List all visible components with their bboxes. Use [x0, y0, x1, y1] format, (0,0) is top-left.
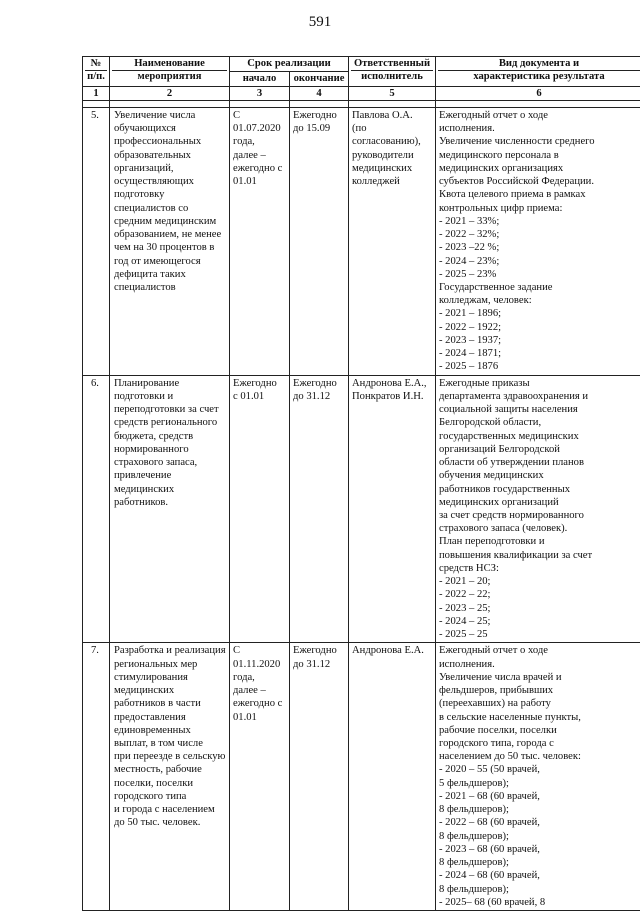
- end-date-line: до 31.12: [293, 658, 345, 671]
- measure-name-line: стимулирования: [114, 671, 226, 684]
- header-name-line2: мероприятия: [138, 71, 202, 82]
- result-description-line: медицинских организаций: [439, 496, 639, 509]
- result-description-line: Ежегодный отчет о ходе: [439, 644, 639, 657]
- start-date-line: ежегодно с: [233, 162, 286, 175]
- result-description-line: - 2023 – 68 (60 врачей,: [439, 843, 639, 856]
- start-date-line: далее –: [233, 149, 286, 162]
- measure-name-line: Планирование: [114, 377, 226, 390]
- result-description-line: - 2021 – 20;: [439, 575, 639, 588]
- result-description-line: - 2023 – 25;: [439, 602, 639, 615]
- header-result-line1: Вид документа и: [438, 58, 640, 71]
- measure-name-line: обучающихся: [114, 122, 226, 135]
- responsible-person-line: Андронова Е.А.: [352, 644, 432, 657]
- responsible-person-line: колледжей: [352, 175, 432, 188]
- start-date-line: года,: [233, 135, 286, 148]
- measure-name-line: нормированного: [114, 443, 226, 456]
- result-description-line: городского типа, города с: [439, 737, 639, 750]
- header-result: [436, 57, 640, 87]
- measure-name-line: образовательных: [114, 149, 226, 162]
- result-description-line: социальной защиты населения: [439, 403, 639, 416]
- measure-name: [110, 643, 230, 911]
- measure-name-line: подготовки и: [114, 390, 226, 403]
- responsible-person-line: Понкратов И.Н.: [352, 390, 432, 403]
- measure-name-line: страхового запаса,: [114, 456, 226, 469]
- result-description-line: - 2022 – 68 (60 врачей,: [439, 816, 639, 829]
- header-num-line1: №: [85, 58, 107, 71]
- measure-name-line: подготовку: [114, 188, 226, 201]
- measure-name-line: единовременных: [114, 724, 226, 737]
- measure-name-line: Увеличение числа: [114, 109, 226, 122]
- result-description-line: исполнения.: [439, 122, 639, 135]
- result-description-line: за счет средств нормированного: [439, 509, 639, 522]
- result-description-line: организаций Белгородской: [439, 443, 639, 456]
- result-description-line: - 2025 – 23%: [439, 268, 639, 281]
- result-description-line: - 2025 – 1876: [439, 360, 639, 373]
- measure-name-line: работников в части: [114, 697, 226, 710]
- measure-name-line: дефицита таких: [114, 268, 226, 281]
- start-date-line: года,: [233, 671, 286, 684]
- header-end: окончание: [290, 71, 349, 86]
- start-date-line: далее –: [233, 684, 286, 697]
- measure-name-line: предоставления: [114, 711, 226, 724]
- measure-name-line: городского типа: [114, 790, 226, 803]
- responsible-person-line: согласованию),: [352, 135, 432, 148]
- measure-name-line: медицинских: [114, 483, 226, 496]
- measure-name-line: поселки, поселки: [114, 777, 226, 790]
- responsible-person: [349, 107, 436, 375]
- result-description-line: департамента здравоохранения и: [439, 390, 639, 403]
- responsible-person-line: медицинских: [352, 162, 432, 175]
- result-description: [436, 643, 640, 911]
- measure-name-line: выплат, в том числе: [114, 737, 226, 750]
- result-description-line: обучения медицинских: [439, 469, 639, 482]
- result-description-line: - 2024 – 25;: [439, 615, 639, 628]
- result-description-line: План переподготовки и: [439, 535, 639, 548]
- measure-name-line: до 50 тыс. человек.: [114, 816, 226, 829]
- result-description-line: Государственное задание: [439, 281, 639, 294]
- measure-name-line: специалистов: [114, 281, 226, 294]
- end-date: [290, 375, 349, 643]
- header-responsible-line1: Ответственный: [351, 58, 433, 71]
- start-date: [230, 643, 290, 911]
- measure-name-line: переподготовки за счет: [114, 403, 226, 416]
- page-number: 591: [0, 14, 640, 31]
- measure-name-line: средств регионального: [114, 416, 226, 429]
- start-date: [230, 375, 290, 643]
- start-date-line: 01.07.2020: [233, 122, 286, 135]
- column-number: 1: [83, 86, 110, 100]
- column-number: 4: [290, 86, 349, 100]
- responsible-person: [349, 375, 436, 643]
- result-description-line: работников государственных: [439, 483, 639, 496]
- measure-name-line: Разработка и реализация: [114, 644, 226, 657]
- result-description-line: (переехавших) на работу: [439, 697, 639, 710]
- result-description-line: области об утверждении планов: [439, 456, 639, 469]
- result-description-line: субъектов Российской Федерации.: [439, 175, 639, 188]
- result-description-line: - 2025 – 25: [439, 628, 639, 641]
- spacer-row: [83, 100, 640, 107]
- start-date: [230, 107, 290, 375]
- measure-name-line: чем на 30 процентов в: [114, 241, 226, 254]
- responsible-person-line: Павлова О.А.: [352, 109, 432, 122]
- end-date-line: до 31.12: [293, 390, 345, 403]
- result-description-line: медицинского персонала в: [439, 149, 639, 162]
- measure-name-line: при переезде в сельскую: [114, 750, 226, 763]
- responsible-person-line: (по: [352, 122, 432, 135]
- row-number: 7.: [83, 643, 110, 911]
- table-row: [83, 643, 640, 911]
- header-responsible: [349, 57, 436, 87]
- result-description-line: государственных медицинских: [439, 430, 639, 443]
- end-date-line: до 15.09: [293, 122, 345, 135]
- end-date: [290, 107, 349, 375]
- header-period: Срок реализации: [230, 57, 349, 72]
- result-description: [436, 375, 640, 643]
- column-number: 3: [230, 86, 290, 100]
- measure-name-line: региональных мер: [114, 658, 226, 671]
- start-date-line: Ежегодно: [233, 377, 286, 390]
- responsible-person-line: руководители: [352, 149, 432, 162]
- measure-name-line: и города с населением: [114, 803, 226, 816]
- column-number-row: [83, 86, 640, 100]
- result-description-line: 8 фельдшеров);: [439, 830, 639, 843]
- column-number: 5: [349, 86, 436, 100]
- result-description-line: Увеличение численности среднего: [439, 135, 639, 148]
- start-date-line: ежегодно с: [233, 697, 286, 710]
- start-date-line: 01.01: [233, 711, 286, 724]
- result-description-line: 8 фельдшеров);: [439, 883, 639, 896]
- end-date: [290, 643, 349, 911]
- table-row: [83, 375, 640, 643]
- result-description: [436, 107, 640, 375]
- measure-name-line: средним медицинским: [114, 215, 226, 228]
- header-num: [83, 57, 110, 87]
- result-description-line: Квота целевого приема в рамках: [439, 188, 639, 201]
- start-date-line: С: [233, 109, 286, 122]
- result-description-line: исполнения.: [439, 658, 639, 671]
- result-description-line: медицинских организациях: [439, 162, 639, 175]
- result-description-line: в сельские населенные пункты,: [439, 711, 639, 724]
- header-start: начало: [230, 71, 290, 86]
- result-description-line: - 2022 – 22;: [439, 588, 639, 601]
- end-date-line: Ежегодно: [293, 644, 345, 657]
- result-description-line: повышения квалификации за счет: [439, 549, 639, 562]
- measure-name-line: организаций,: [114, 162, 226, 175]
- row-number: 6.: [83, 375, 110, 643]
- start-date-line: с 01.01: [233, 390, 286, 403]
- column-number: 6: [436, 86, 640, 100]
- result-description-line: - 2021 – 1896;: [439, 307, 639, 320]
- end-date-line: Ежегодно: [293, 377, 345, 390]
- start-date-line: 01.11.2020: [233, 658, 286, 671]
- result-description-line: - 2024 – 1871;: [439, 347, 639, 360]
- measure-name-line: год от имеющегося: [114, 255, 226, 268]
- start-date-line: С: [233, 644, 286, 657]
- responsible-person: [349, 643, 436, 911]
- result-description-line: - 2023 –22 %;: [439, 241, 639, 254]
- header-row: [83, 57, 640, 72]
- table-row: [83, 107, 640, 375]
- measure-name-line: осуществляющих: [114, 175, 226, 188]
- result-description-line: - 2020 – 55 (50 врачей,: [439, 763, 639, 776]
- measure-name-line: работников.: [114, 496, 226, 509]
- start-date-line: 01.01: [233, 175, 286, 188]
- result-description-line: населением до 50 тыс. человек:: [439, 750, 639, 763]
- measure-name-line: привлечение: [114, 469, 226, 482]
- measure-name-line: профессиональных: [114, 135, 226, 148]
- result-description-line: колледжам, человек:: [439, 294, 639, 307]
- result-description-line: - 2021 – 68 (60 врачей,: [439, 790, 639, 803]
- result-description-line: 8 фельдшеров);: [439, 803, 639, 816]
- result-description-line: Ежегодный отчет о ходе: [439, 109, 639, 122]
- measure-name-line: бюджета, средств: [114, 430, 226, 443]
- result-description-line: - 2025– 68 (60 врачей, 8: [439, 896, 639, 909]
- column-number: 2: [110, 86, 230, 100]
- end-date-line: Ежегодно: [293, 109, 345, 122]
- result-description-line: - 2023 – 1937;: [439, 334, 639, 347]
- header-name-line1: Наименование: [112, 58, 227, 71]
- result-description-line: 5 фельдшеров);: [439, 777, 639, 790]
- responsible-person-line: Андронова Е.А.,: [352, 377, 432, 390]
- result-description-line: Ежегодные приказы: [439, 377, 639, 390]
- result-description-line: - 2024 – 23%;: [439, 255, 639, 268]
- header-name: [110, 57, 230, 87]
- result-description-line: Белгородской области,: [439, 416, 639, 429]
- measure-name-line: медицинских: [114, 684, 226, 697]
- result-description-line: фельдшеров, прибывших: [439, 684, 639, 697]
- measure-name-line: специалистов со: [114, 202, 226, 215]
- measure-name: [110, 375, 230, 643]
- result-description-line: - 2022 – 1922;: [439, 321, 639, 334]
- result-description-line: - 2021 – 33%;: [439, 215, 639, 228]
- result-description-line: - 2022 – 32%;: [439, 228, 639, 241]
- measure-name: [110, 107, 230, 375]
- header-responsible-line2: исполнитель: [361, 71, 423, 82]
- result-description-line: Увеличение числа врачей и: [439, 671, 639, 684]
- result-description-line: страхового запаса (человек).: [439, 522, 639, 535]
- result-description-line: 8 фельдшеров);: [439, 856, 639, 869]
- result-description-line: - 2024 – 68 (60 врачей,: [439, 869, 639, 882]
- result-description-line: контрольных цифр приема:: [439, 202, 639, 215]
- measure-name-line: образованием, не менее: [114, 228, 226, 241]
- header-num-line2: п/п.: [87, 71, 105, 82]
- measures-table: [82, 56, 640, 911]
- header-result-line2: характеристика результата: [473, 71, 604, 82]
- result-description-line: средств НСЗ:: [439, 562, 639, 575]
- result-description-line: рабочие поселки, поселки: [439, 724, 639, 737]
- row-number: 5.: [83, 107, 110, 375]
- measure-name-line: местность, рабочие: [114, 763, 226, 776]
